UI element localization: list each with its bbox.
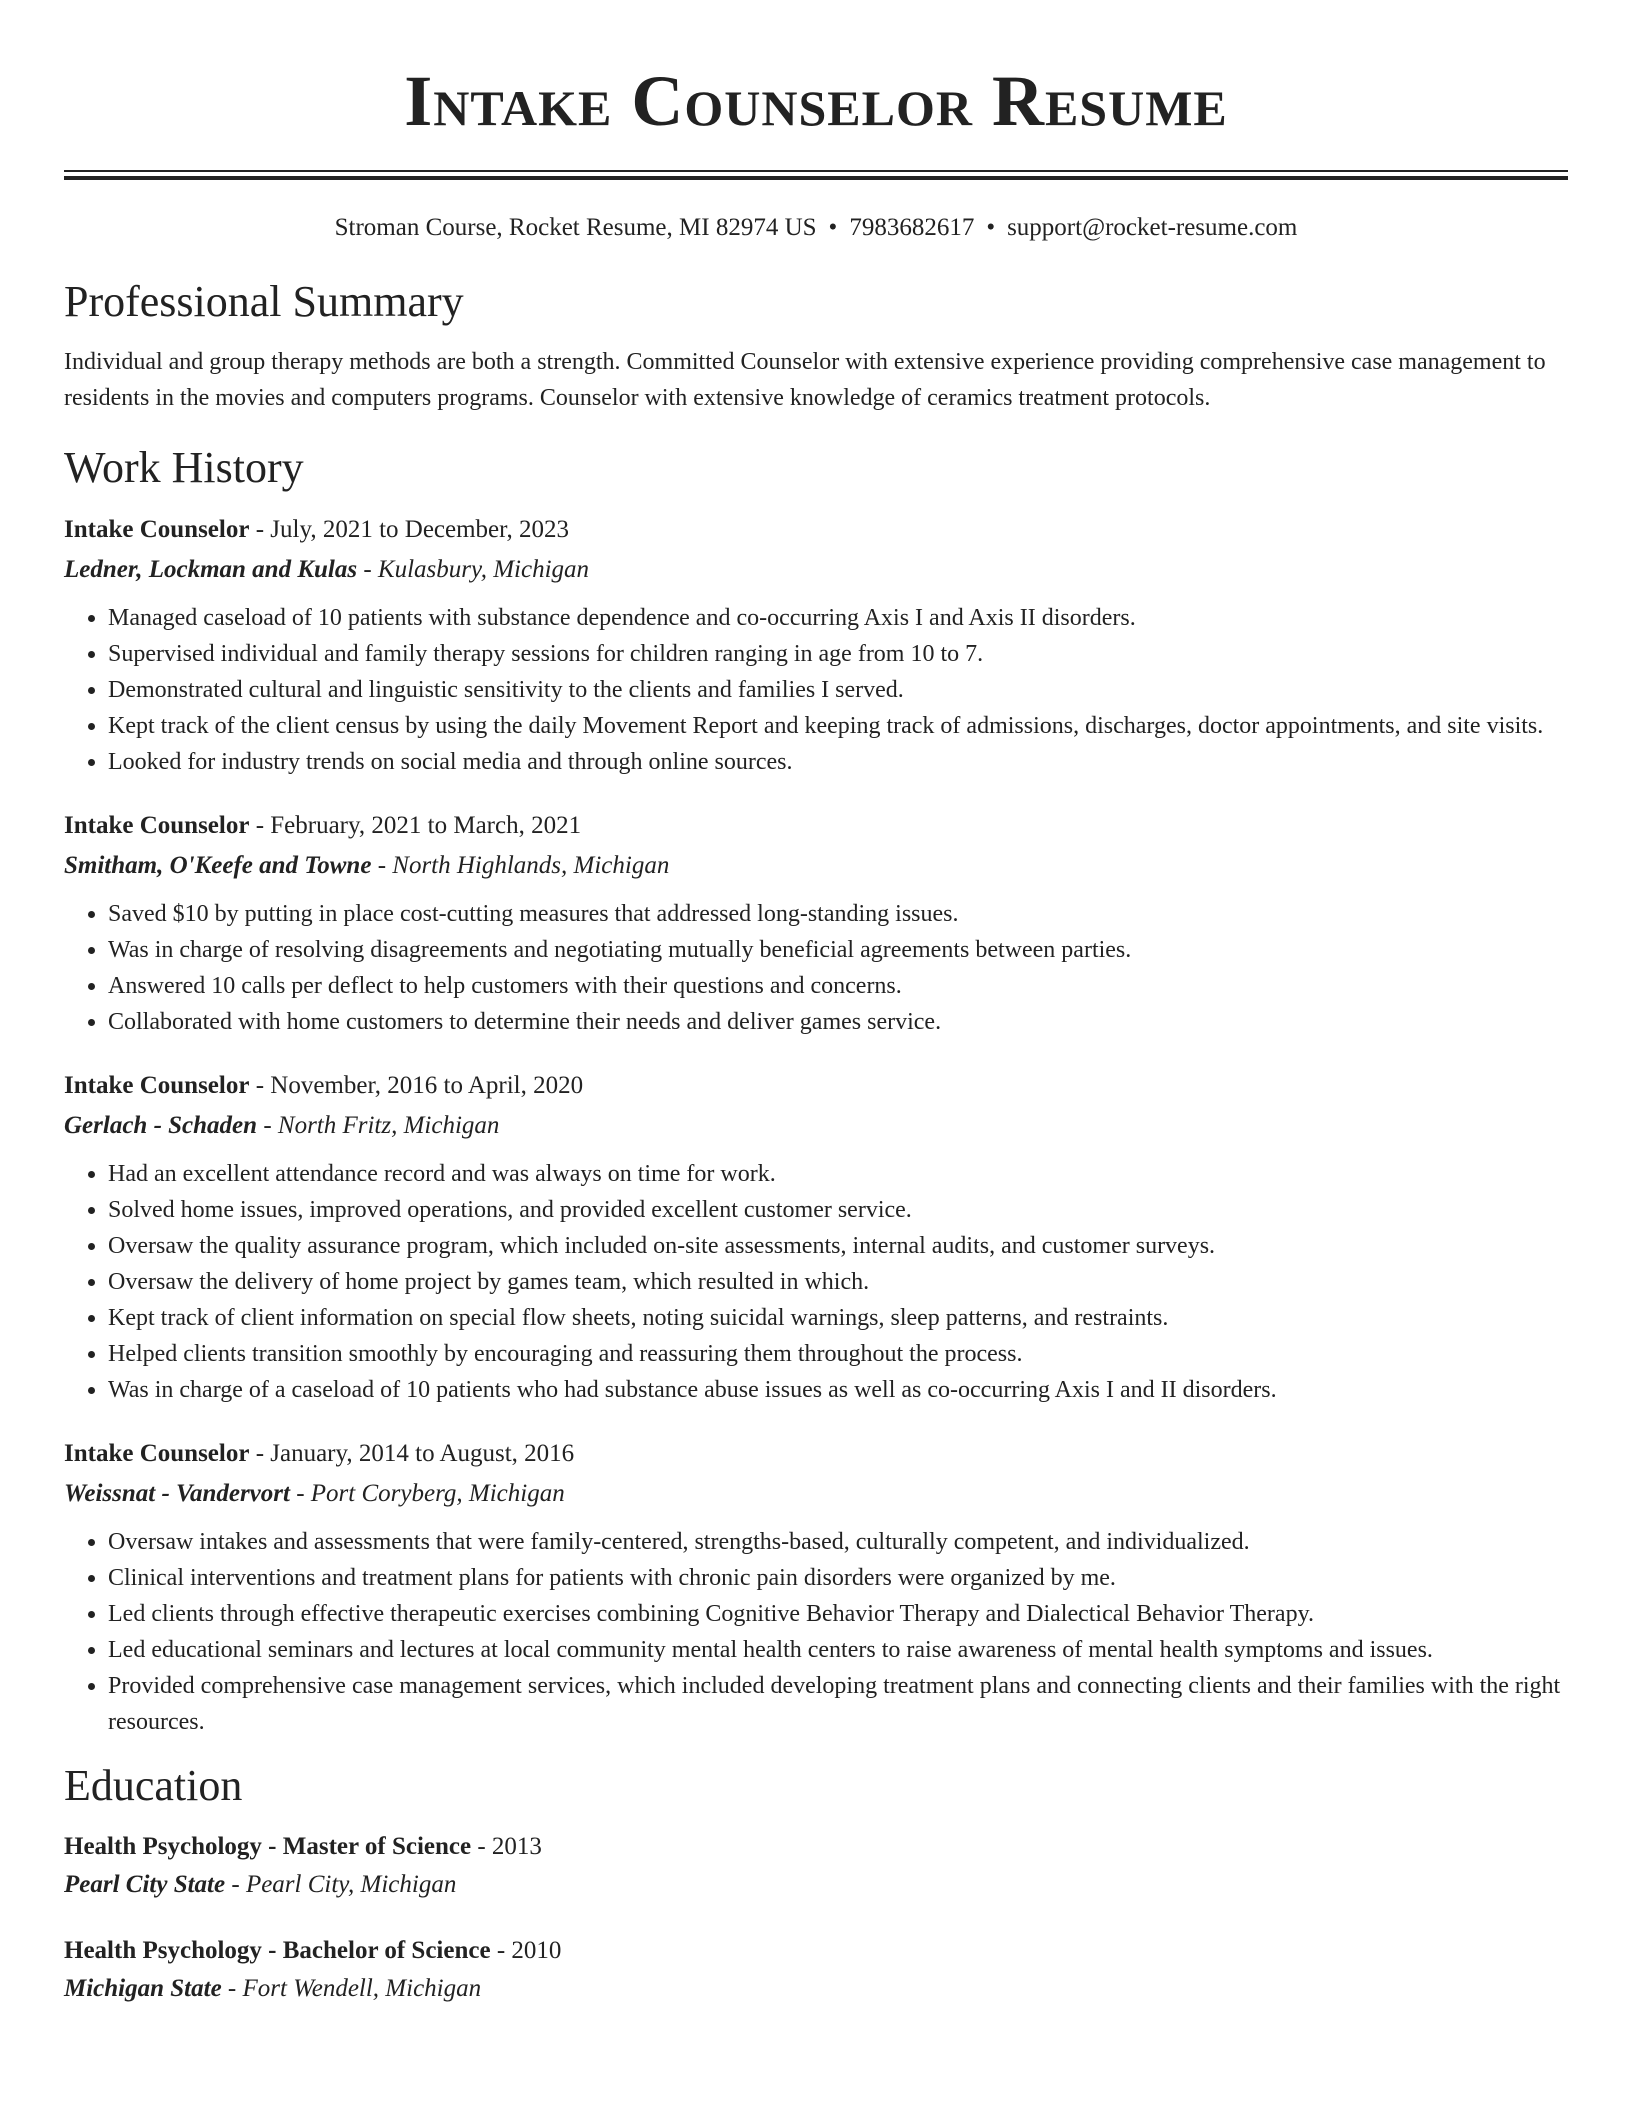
job-company-line: Ledner, Lockman and Kulas - Kulasbury, Michigan (64, 556, 590, 583)
job-bullet: • Answered 10 calls per deflect to help customers with their questions and concerns. (108, 968, 1568, 1004)
job-bullet: • Led educational seminars and lectures at local community mental health centers to raise awareness of mental health symptoms and issues. (108, 1632, 1568, 1668)
job-bullet: • Clinical interventions and treatment plans for patients with chronic pain disorders were organized by me. (108, 1560, 1568, 1596)
job-entry (64, 510, 1568, 780)
page-title: Intake Counselor Resume (404, 61, 1228, 141)
job-company: Ledner, Lockman and Kulas (64, 556, 358, 583)
work-history-heading: Work History (64, 443, 304, 492)
degree-line: Health Psychology - Master of Science - 2013 (64, 1833, 542, 1860)
job-company: Weissnat - Vandervort (64, 1480, 290, 1507)
job-bullet: • Kept track of the client census by using the daily Movement Report and keeping track of admissions, discharges, doctor appointments, and site visits. (108, 708, 1568, 744)
degree-year: 2013 (491, 1833, 542, 1860)
job-bullet: • Oversaw intakes and assessments that were family-centered, strengths-based, culturally competent, and individualized. (108, 1524, 1568, 1560)
job-bullet: • Demonstrated cultural and linguistic sensitivity to the clients and families I served. (108, 672, 1568, 708)
job-location: Port Coryberg, Michigan (310, 1480, 565, 1507)
job-company-line: Gerlach - Schaden - North Fritz, Michigan (64, 1112, 500, 1139)
job-bullet: • Solved home issues, improved operations, and provided excellent customer service. (108, 1192, 1568, 1228)
contact-line (64, 210, 1568, 246)
job-bullet: • Provided comprehensive case management services, which included developing treatment plans and connecting clients and their families with the right resources. (108, 1668, 1568, 1740)
contact-phone: 7983682617 (849, 214, 975, 241)
education-entry (64, 1828, 1568, 1904)
job-title-line: Intake Counselor - July, 2021 to December, 2023 (64, 516, 569, 543)
job-bullet: • Helped clients transition smoothly by encouraging and reassuring them throughout the process. (108, 1336, 1568, 1372)
job-bullet: • Was in charge of a caseload of 10 patients who had substance abuse issues as well as co-occurring Axis I and II disorders. (108, 1372, 1568, 1408)
degree-year: 2010 (511, 1937, 562, 1964)
degree-name: Health Psychology - Master of Science (64, 1833, 472, 1860)
job-location: North Fritz, Michigan (277, 1112, 500, 1139)
job-entry (64, 806, 1568, 1040)
job-location: Kulasbury, Michigan (377, 556, 590, 583)
job-bullet: • Managed caseload of 10 patients with substance dependence and co-occurring Axis I and Axis II disorders. (108, 600, 1568, 636)
job-bullet: • Oversaw the quality assurance program, which included on-site assessments, internal audits, and customer surveys. (108, 1228, 1568, 1264)
job-title-line: Intake Counselor - November, 2016 to April, 2020 (64, 1072, 584, 1099)
school-name: Michigan State (64, 1975, 222, 2002)
job-bullet-list (64, 600, 1568, 780)
job-title: Intake Counselor (64, 1440, 250, 1467)
job-bullet: • Had an excellent attendance record and was always on time for work. (108, 1156, 1568, 1192)
job-company: Gerlach - Schaden (64, 1112, 258, 1139)
job-bullet: • Oversaw the delivery of home project by games team, which resulted in which. (108, 1264, 1568, 1300)
job-location: North Highlands, Michigan (392, 852, 670, 879)
job-company-line: Weissnat - Vandervort - Port Coryberg, Michigan (64, 1480, 565, 1507)
contact-separator: • (828, 214, 838, 241)
contact-separator: • (986, 214, 996, 241)
job-company: Smitham, O'Keefe and Towne (64, 852, 372, 879)
job-title: Intake Counselor (64, 812, 250, 839)
job-dates: January, 2014 to August, 2016 (270, 1440, 575, 1467)
job-bullet: • Saved $10 by putting in place cost-cutting measures that addressed long-standing issues. (108, 896, 1568, 932)
contact-address: Stroman Course, Rocket Resume, MI 82974 US (334, 214, 817, 241)
job-dates: November, 2016 to April, 2020 (270, 1072, 584, 1099)
summary-heading: Professional Summary (64, 277, 464, 326)
job-bullet-list (64, 896, 1568, 1040)
school-line: Michigan State - Fort Wendell, Michigan (64, 1975, 482, 2002)
job-dates: February, 2021 to March, 2021 (270, 812, 582, 839)
school-location: Fort Wendell, Michigan (242, 1975, 482, 2002)
job-title-line: Intake Counselor - February, 2021 to March, 2021 (64, 812, 582, 839)
job-bullet-list (64, 1156, 1568, 1408)
job-bullet: • Collaborated with home customers to determine their needs and deliver games service. (108, 1004, 1568, 1040)
job-bullet: • Was in charge of resolving disagreements and negotiating mutually beneficial agreements between parties. (108, 932, 1568, 968)
job-entry (64, 1434, 1568, 1740)
job-title: Intake Counselor (64, 516, 250, 543)
school-line: Pearl City State - Pearl City, Michigan (64, 1871, 457, 1898)
job-bullet: • Led clients through effective therapeutic exercises combining Cognitive Behavior Therapy and Dialectical Behavior Therapy. (108, 1596, 1568, 1632)
job-title-line: Intake Counselor - January, 2014 to August, 2016 (64, 1440, 575, 1467)
title-divider (64, 170, 1568, 180)
education-entry (64, 1932, 1568, 2008)
degree-line: Health Psychology - Bachelor of Science - 2010 (64, 1937, 562, 1964)
school-location: Pearl City, Michigan (245, 1871, 457, 1898)
job-entry (64, 1066, 1568, 1408)
education-heading: Education (64, 1761, 243, 1810)
school-name: Pearl City State (64, 1871, 226, 1898)
job-bullet-list (64, 1524, 1568, 1740)
job-dates: July, 2021 to December, 2023 (270, 516, 569, 543)
degree-name: Health Psychology - Bachelor of Science (64, 1937, 491, 1964)
contact-email: support@rocket-resume.com (1007, 214, 1298, 241)
job-bullet: • Supervised individual and family therapy sessions for children ranging in age from 10 to 7. (108, 636, 1568, 672)
job-bullet: • Looked for industry trends on social media and through online sources. (108, 744, 1568, 780)
summary-text: Individual and group therapy methods are both a strength. Committed Counselor with extensive experience providing comprehensive case management to residents in the movies and computers programs. Counselor with extensive knowledge of ceramics treatment protocols. (64, 349, 1546, 411)
job-title: Intake Counselor (64, 1072, 250, 1099)
job-bullet: • Kept track of client information on special flow sheets, noting suicidal warnings, sleep patterns, and restraints. (108, 1300, 1568, 1336)
job-company-line: Smitham, O'Keefe and Towne - North Highlands, Michigan (64, 852, 670, 879)
